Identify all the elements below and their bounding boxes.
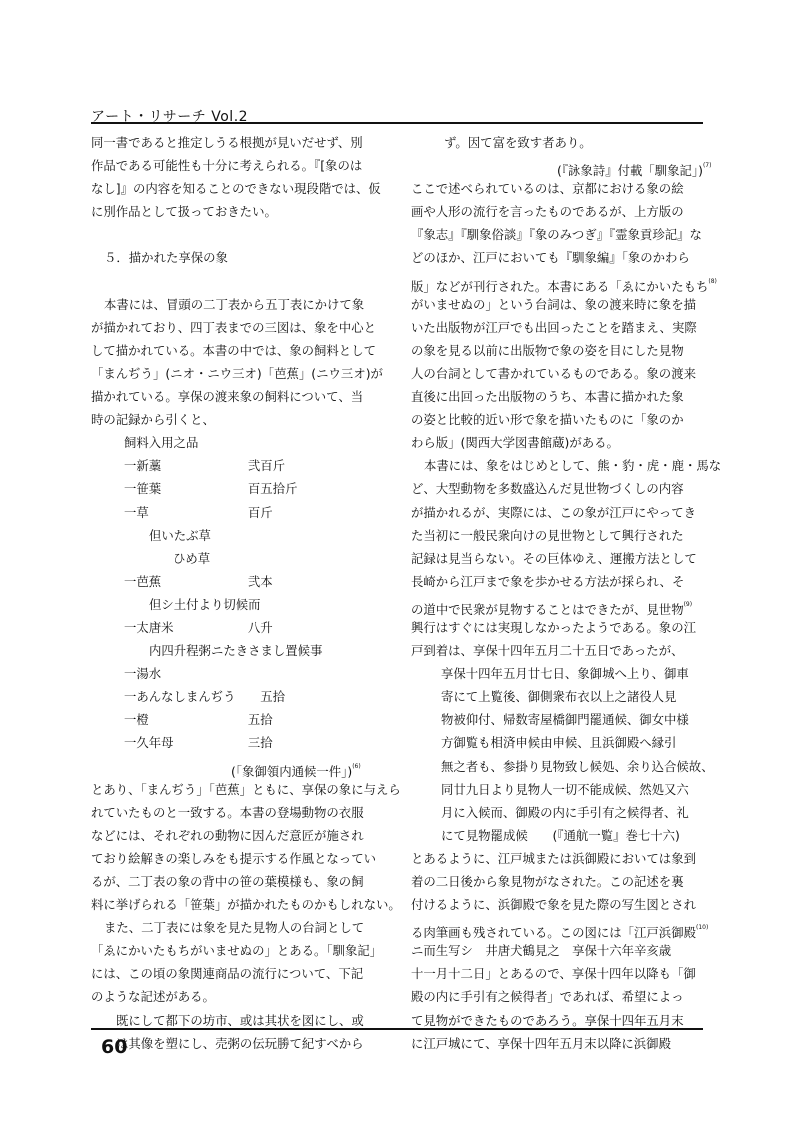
text-line (91, 985, 383, 1008)
text-line (411, 824, 703, 847)
text-line (411, 547, 703, 570)
line-text: 但いたぶ草 (149, 527, 211, 543)
line-text: 一久年母 三拾 (124, 735, 273, 751)
line-text: 飼料入用之品 (124, 435, 199, 451)
line-text: には、この頃の象関連商品の流行について、下記 (91, 966, 364, 982)
footer-rule (91, 1028, 703, 1030)
line-text: に別作品として扱っておきたい。 (91, 204, 277, 220)
line-text: にて見物罷成候 (『通航一覧』巻七十六) (441, 827, 680, 843)
text-line (91, 847, 383, 870)
text-line (411, 939, 703, 962)
line-text: 月に入候而、御殿の内に手引有之候得者、礼 (441, 804, 689, 820)
text-line (411, 1032, 703, 1055)
text-line (91, 755, 383, 778)
line-text: 方御覧も相済申候由申候、且浜御殿へ縁引 (441, 735, 677, 751)
text-line (91, 801, 383, 824)
text-line (411, 408, 703, 431)
right-column (411, 131, 722, 1055)
text-line (411, 893, 703, 916)
line-text: ５．描かれた享保の象 (104, 250, 228, 266)
text-line (91, 570, 383, 593)
line-text: 料に挙げられる「笹葉」が描かれたものかもしれない。 (91, 897, 401, 913)
footnote-marker: (8) (708, 277, 717, 285)
line-text: 同一書であると推定しうる根拠が見いだせず、別 (91, 135, 363, 150)
text-line (91, 154, 383, 177)
text-line (91, 731, 383, 754)
footnote-marker: (6) (352, 762, 361, 770)
line-text: 時の記録から引くと、 (91, 412, 215, 428)
text-line (411, 639, 703, 662)
line-text: 『象志』『馴象俗談』『象のみつぎ』『霊象貢珍記』な (411, 227, 702, 243)
text-line (411, 200, 703, 223)
text-line (411, 131, 703, 154)
line-text: 描かれている。享保の渡来象の飼料について、当 (91, 389, 364, 405)
text-line (91, 524, 383, 547)
text-line (91, 293, 383, 316)
text-line (91, 939, 383, 962)
line-text: るが、二丁表の象の背中の笹の葉模様も、象の飼 (91, 874, 364, 889)
text-line (411, 293, 703, 316)
text-line (91, 662, 383, 685)
line-text: 享保十四年五月廿七日、象御城へ上り、御車 (441, 666, 689, 682)
line-text: なし]』の内容を知ることのできない現段階では、仮 (91, 181, 381, 197)
text-line (91, 616, 383, 639)
line-text: 既にして都下の坊市、或は其状を図にし、或 (116, 1012, 364, 1028)
line-text: の姿と比較的近い形で象を描いたものに「象のか (411, 412, 684, 428)
text-line (411, 616, 703, 639)
text-line (91, 870, 383, 893)
line-text: 殿の内に手引有之候得者」であれば、希望によっ (411, 989, 684, 1005)
text-line (91, 916, 383, 939)
line-text: 十一月十二日」とあるので、享保十四年以降も「御 (411, 966, 696, 982)
text-line (91, 431, 383, 454)
text-line (411, 593, 703, 616)
line-text: 一太唐米 八升 (124, 619, 273, 635)
text-line (91, 477, 383, 500)
line-text: 版」などが刊行された。本書にある「ゑにかいたもち (411, 278, 709, 294)
line-text: 同廿九日より見物人一切不能成候、然処又六 (441, 781, 689, 797)
line-text: 人の台詞として書かれているものである。象の渡来 (411, 365, 696, 381)
text-line (411, 985, 703, 1008)
text-line (91, 270, 383, 293)
line-text: て見物ができたものであろう。享保十四年五月末 (411, 1012, 684, 1028)
line-text: が描かれており、四丁表までの三図は、象を中心と (91, 319, 376, 335)
line-text: 本書には、象をはじめとして、熊・豹・虎・鹿・馬な (424, 458, 722, 474)
line-text: 付けるように、浜御殿で象を見た際の写生図とされ (411, 897, 696, 913)
line-text: 「まんぢう」(ニオ・ニウ三オ)「芭蕉」(ニウ三オ)が (91, 365, 383, 381)
line-text: また、二丁表には象を見た見物人の台詞として (104, 920, 365, 936)
line-text: ど、大型動物を多数盛込んだ見世物づくしの内容 (411, 481, 684, 497)
running-header: アート・リサーチ Vol.2 (91, 109, 249, 125)
text-line (411, 501, 703, 524)
line-text: とあり、「まんぢう」「芭蕉」ともに、享保の象に与えら (91, 781, 401, 797)
line-text: に江戸城にて、享保十四年五月末以降に浜御殿 (411, 1035, 671, 1051)
line-text: 但シ土付より切候而 (149, 596, 261, 612)
text-line (411, 270, 717, 294)
line-text: の道中で民衆が見物することはできたが、見世物 (411, 601, 684, 617)
text-line (411, 755, 714, 778)
line-text: 「ゑにかいたもちがいませぬの」とある。「馴象記」 (91, 943, 383, 959)
line-text: の象を見る以前に出版物で象の姿を目にした見物 (411, 342, 684, 358)
text-line (411, 477, 703, 500)
line-text: のような記述がある。 (91, 989, 215, 1005)
line-text: ず。因て富を致す者あり。 (444, 135, 592, 150)
line-text: 直後に出回った出版物のうち、本書に描かれた象 (411, 389, 684, 405)
line-text: いた出版物が江戸でも出回ったことを踏まえ、実際 (411, 319, 697, 335)
line-text: 戸到着は、享保十四年五月二十五日であったが、 (411, 643, 684, 659)
line-text: して描かれている。本書の中では、象の飼料として (91, 342, 376, 358)
line-text: 一新藁 弐百斤 (124, 458, 286, 474)
text-line (91, 501, 383, 524)
text-line (91, 316, 383, 339)
line-text: 内四升程粥ニたきさまし置候事 (149, 643, 323, 659)
line-text: 長崎から江戸まで象を歩かせる方法が採られ、そ (411, 573, 685, 589)
line-text: ており絵解きの楽しみをも提示する作風となってい (91, 850, 376, 866)
text-line (91, 454, 383, 477)
text-line (411, 685, 703, 708)
footnote-marker: (10) (695, 924, 709, 932)
line-text: 一橙 五拾 (124, 712, 273, 728)
text-line (411, 362, 703, 385)
line-text: は其像を塑にし、売粥の伝玩勝て紀すべから (116, 1035, 364, 1051)
text-line (411, 662, 703, 685)
line-text: ひめ草 (173, 550, 211, 566)
line-text: (『詠象詩』付載「馴象記」) (557, 163, 703, 179)
text-line (91, 639, 383, 662)
page-number: 60 (101, 1036, 128, 1058)
line-text: れていたものと一致する。本書の登場動物の衣服 (91, 804, 364, 820)
left-column (91, 131, 401, 1055)
line-text: 一芭蕉 弐本 (124, 573, 273, 589)
text-line (91, 408, 383, 431)
text-line (91, 824, 383, 847)
text-line (91, 223, 383, 246)
line-text: がいませぬの」という台詞は、象の渡来時に象を描 (411, 296, 696, 312)
text-line (411, 385, 703, 408)
text-line (411, 431, 703, 454)
text-line (411, 962, 703, 985)
text-line (411, 870, 703, 893)
line-text: 着の二日後から象見物がなされた。この記述を裏 (411, 874, 684, 889)
line-text: 一あんなしまんぢう 五拾 (124, 689, 286, 705)
text-line (411, 570, 703, 593)
header-rule (91, 122, 703, 124)
text-line (91, 685, 383, 708)
text-line (91, 131, 383, 154)
text-line (411, 223, 703, 246)
text-line (91, 339, 383, 362)
text-line (91, 593, 383, 616)
text-line (411, 778, 703, 801)
text-line (91, 962, 383, 985)
text-line (411, 847, 703, 870)
line-text: などには、それぞれの動物に因んだ意匠が施され (91, 827, 364, 843)
line-text: 一笹葉 百五拾斤 (124, 481, 298, 497)
line-text: 興行はすぐには実現しなかったようである。象の江 (411, 619, 696, 635)
text-line (91, 177, 383, 200)
text-line (91, 1032, 383, 1055)
text-line (411, 731, 703, 754)
line-text: 物被仰付、帰数寄屋橋御門罷通候、御女中様 (441, 712, 689, 728)
text-line (91, 385, 383, 408)
text-line (411, 177, 703, 200)
text-line (411, 801, 703, 824)
line-text: わら版」(関西大学図書館蔵)がある。 (411, 435, 619, 451)
text-line (411, 154, 712, 179)
text-line (411, 316, 703, 339)
text-line (411, 916, 709, 941)
footnote-marker: (7) (702, 162, 712, 170)
line-text: 本書には、冒頭の二丁表から五丁表にかけて象 (104, 296, 365, 312)
text-line (411, 708, 703, 731)
line-text: とあるように、江戸城または浜御殿においては象到 (411, 850, 696, 866)
line-text: どのほか、江戸においても『馴象編』「象のかわら (411, 250, 690, 266)
text-line (91, 362, 383, 385)
line-text: た当初に一般民衆向けの見世物として興行された (411, 527, 684, 543)
line-text: (「象御領内通候一件」) (231, 763, 353, 779)
line-text: 無之者も、参掛り見物致し候処、余り込合候故、 (441, 758, 714, 774)
line-text: ニ而生写シ 井唐犬鶴見之 享保十六年辛亥歳 (411, 943, 672, 959)
line-text: が描かれるが、実際には、この象が江戸にやってき (411, 504, 696, 520)
text-line (91, 708, 383, 731)
line-text: 記録は見当らない。その巨体ゆえ、運搬方法として (411, 550, 697, 566)
line-text: 寄にて上覧後、御側衆布衣以上之諸役人見 (441, 689, 677, 705)
line-text: る肉筆画も残されている。この図には「江戸浜御殿 (411, 925, 696, 941)
text-line (411, 339, 703, 362)
text-line (91, 893, 401, 916)
text-line (411, 524, 703, 547)
line-text: 作品である可能性も十分に考えられる。『[象のは (91, 158, 363, 174)
text-line (91, 778, 401, 801)
text-line (91, 246, 383, 269)
text-line (91, 200, 383, 223)
line-text: ここで述べられているのは、京都における象の絵 (411, 181, 684, 197)
footnote-marker: (9) (683, 600, 693, 608)
line-text: 画や人形の流行を言ったものであるが、上方版の (411, 204, 684, 220)
text-line (91, 547, 383, 570)
text-line (411, 454, 722, 477)
text-line (411, 246, 703, 269)
line-text: 一湯水 (124, 666, 162, 682)
line-text: 一草 百斤 (124, 504, 273, 520)
